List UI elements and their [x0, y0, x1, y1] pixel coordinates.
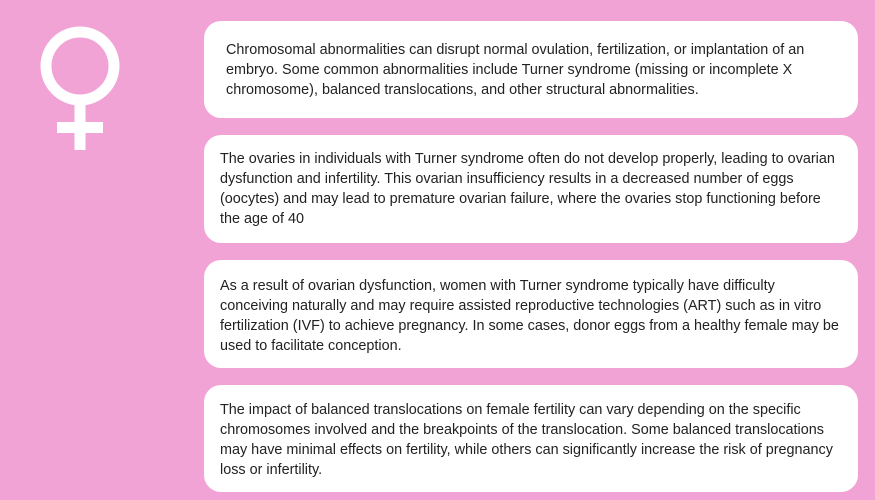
female-symbol-icon: [36, 26, 124, 152]
card-text: Chromosomal abnormalities can disrupt normal ovulation, fertilization, or implantation of an embryo. Some common abnormalities include Turner syndrome (missing or incomplete X chromosome), balanced translocations, and other structural abnormalities.: [226, 42, 805, 98]
info-card-assisted-reproduction: [204, 260, 858, 368]
card-text: As a result of ovarian dysfunction, women with Turner syndrome typically have difficulty conceiving naturally and may require assisted reproductive technologies (ART) such as in vitro fertilization (IVF) to achieve pregnancy. In some cases, donor eggs from a healthy female may be used to facilitate conception.: [220, 278, 839, 354]
info-card-balanced-translocations: [204, 385, 858, 492]
info-card-chromosomal-abnormalities: [204, 21, 858, 118]
card-text: The ovaries in individuals with Turner syndrome often do not develop properly, leading to ovarian dysfunction and infertility. This ovarian insufficiency results in a decreased number of eggs (oocytes) and may lead to premature ovarian failure, where the ovaries stop functioning before the age of 40: [220, 151, 835, 227]
info-card-ovarian-dysfunction: [204, 135, 858, 243]
card-text: The impact of balanced translocations on female fertility can vary depending on the specific chromosomes involved and the breakpoints of the translocation. Some balanced translocations may have minimal effects on fertility, while others can significantly increase the risk of pregnancy loss or infertility.: [220, 402, 833, 478]
